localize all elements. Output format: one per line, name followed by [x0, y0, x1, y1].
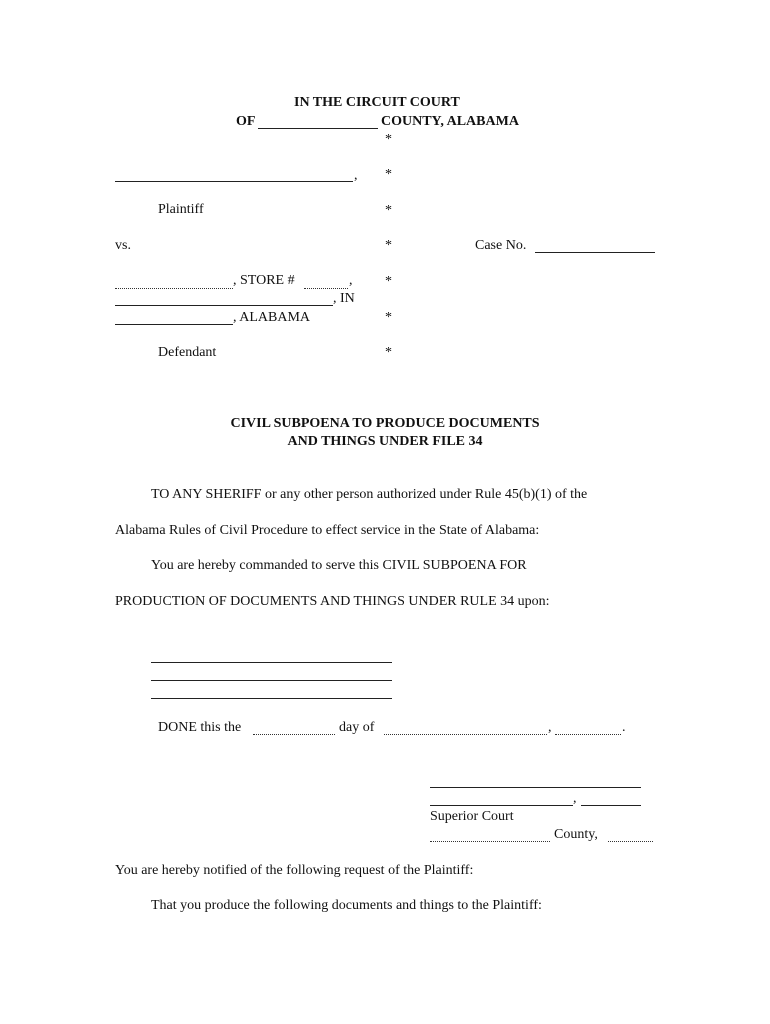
case-no-label: Case No.: [475, 238, 527, 253]
caption-asterisk: *: [385, 310, 392, 325]
subpoena-title-line1: CIVIL SUBPOENA TO PRODUCE DOCUMENTS: [230, 416, 540, 431]
done-year-blank: [555, 734, 621, 735]
plaintiff-comma: ,: [354, 168, 358, 183]
court-title: IN THE CIRCUIT COURT: [294, 95, 460, 110]
in-label: , IN: [333, 291, 355, 306]
notice-text: You are hereby notified of the following request of the Plaintiff:: [115, 863, 474, 878]
clerk-name-blank: [430, 805, 573, 806]
done-day-blank: [253, 734, 335, 735]
store-location-blank: [115, 305, 333, 306]
store-label: , STORE #: [233, 273, 295, 288]
signature-line: [430, 787, 641, 788]
court-county-label: COUNTY, ALABAMA: [381, 114, 519, 129]
request-text: That you produce the following documents and things to the Plaintiff:: [151, 898, 542, 913]
caption-asterisk: *: [385, 167, 392, 182]
day-of-label: day of: [339, 720, 375, 735]
recipient-blank-line: [151, 662, 392, 663]
caption-asterisk: *: [385, 132, 392, 147]
recipient-blank-line: [151, 698, 392, 699]
clerk-title-blank: [581, 805, 641, 806]
done-comma: ,: [548, 720, 552, 735]
done-month-blank: [384, 734, 547, 735]
caption-asterisk: *: [385, 345, 392, 360]
caption-asterisk: *: [385, 203, 392, 218]
vs-label: vs.: [115, 238, 131, 253]
caption-asterisk: *: [385, 238, 392, 253]
plaintiff-label: Plaintiff: [158, 202, 204, 217]
defendant-name-blank: [115, 288, 233, 289]
done-period: .: [622, 720, 626, 735]
store-number-blank: [304, 288, 348, 289]
subpoena-title-line2: AND THINGS UNDER FILE 34: [287, 434, 483, 449]
body-para2-line1: You are hereby commanded to serve this CIVIL SUBPOENA FOR: [151, 558, 527, 573]
body-para1-line2: Alabama Rules of Civil Procedure to effect service in the State of Alabama:: [115, 523, 540, 538]
store-comma: ,: [349, 273, 353, 288]
city-blank: [115, 324, 233, 325]
superior-court-label: Superior Court: [430, 809, 514, 824]
body-para1-line1: TO ANY SHERIFF or any other person authorized under Rule 45(b)(1) of the: [151, 487, 588, 502]
case-number-blank: [535, 252, 655, 253]
court-of-label: OF: [236, 114, 256, 129]
defendant-label: Defendant: [158, 345, 217, 360]
plaintiff-name-blank: [115, 181, 353, 182]
county-label: County,: [554, 827, 598, 842]
signature-comma: ,: [573, 791, 577, 806]
county-state-blank: [608, 841, 653, 842]
alabama-label: , ALABAMA: [233, 310, 311, 325]
done-this-the-label: DONE this the: [158, 720, 242, 735]
county-blank: [258, 128, 378, 129]
body-para2-line2: PRODUCTION OF DOCUMENTS AND THINGS UNDER RULE 34 upon:: [115, 594, 550, 609]
recipient-blank-line: [151, 680, 392, 681]
caption-asterisk: *: [385, 274, 392, 289]
court-county-blank: [430, 841, 550, 842]
